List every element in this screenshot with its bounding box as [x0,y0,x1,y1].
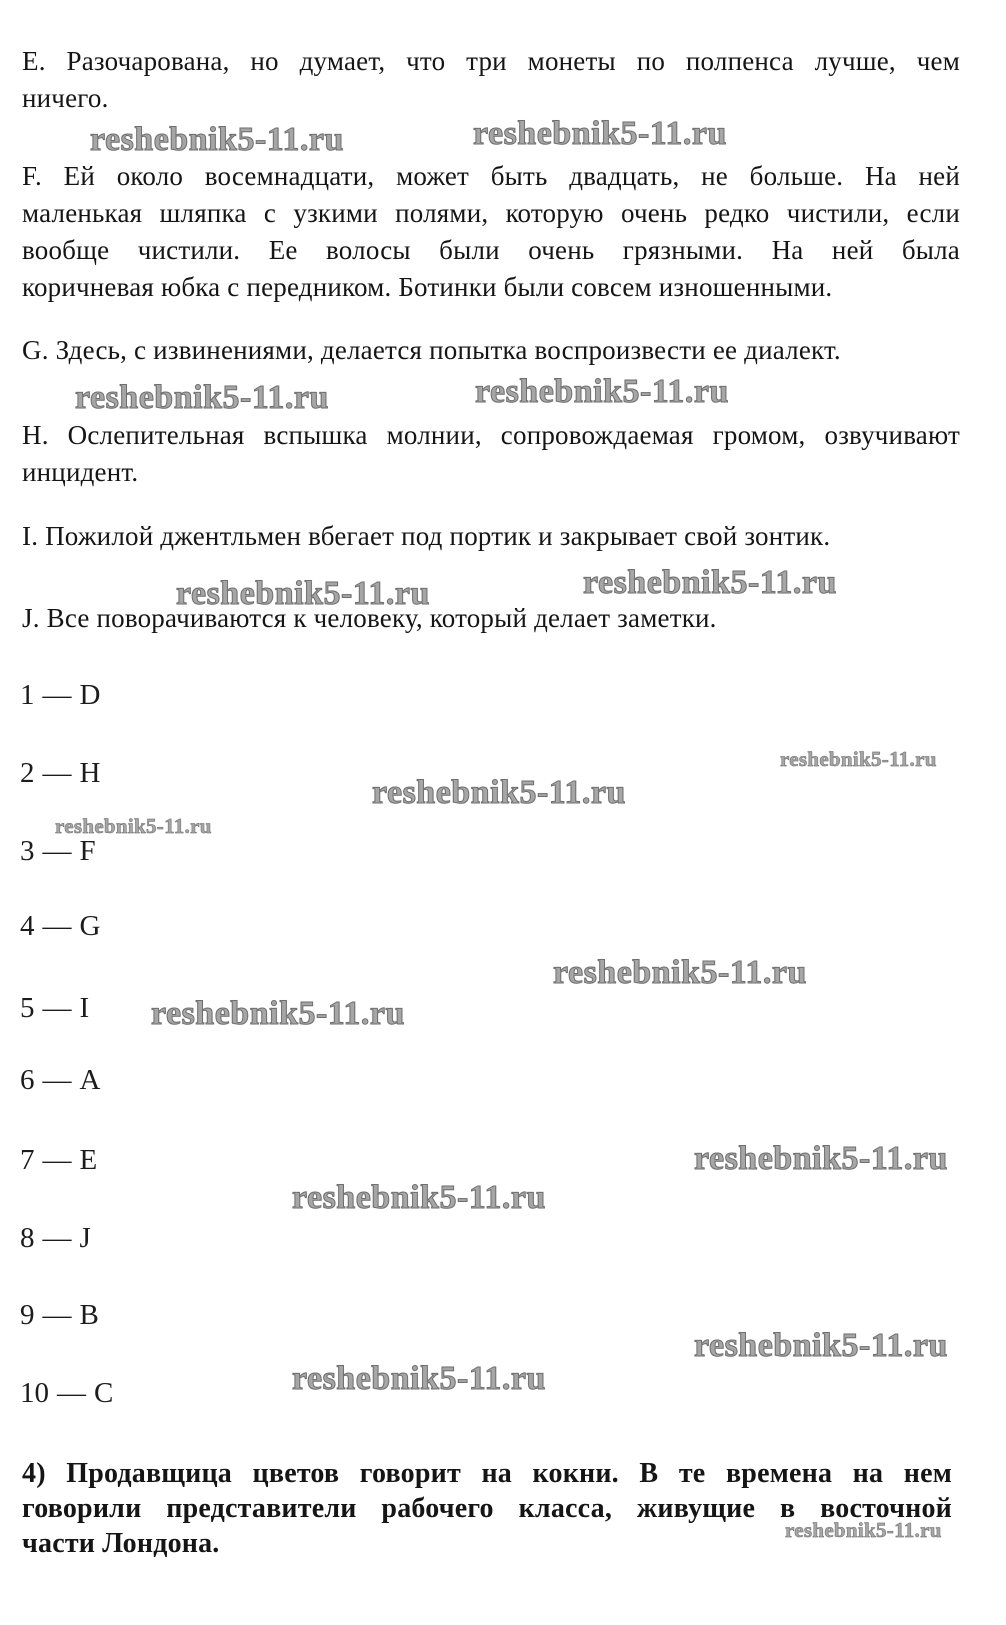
paragraph-g [22,332,960,369]
answer-separator: — [42,679,72,711]
answer-number: 7 [20,1144,35,1176]
answer-separator: — [42,1144,72,1176]
answer-separator: — [42,910,72,942]
answer-row [20,1066,100,1095]
answer-row [20,1224,91,1253]
watermark: reshebnik5-11.ru [55,814,212,838]
answer-number: 8 [20,1222,35,1254]
answer-row [20,1379,113,1408]
watermark: reshebnik5-11.ru [780,747,937,771]
answer-row [20,994,89,1023]
answer-separator: — [42,835,72,867]
watermark: reshebnik5-11.ru [292,1179,546,1216]
watermark: reshebnik5-11.ru [583,564,837,601]
paragraph-g-line: G. Здесь, с извинениями, делается попытка воспроизвести ее диалект. [22,335,841,365]
answer-number: 6 [20,1064,35,1096]
answer-letter: F [79,835,96,867]
watermark: reshebnik5-11.ru [694,1327,948,1364]
answer-separator: — [42,1299,72,1331]
answer-number: 5 [20,992,35,1024]
answer-separator: — [57,1377,86,1409]
paragraph-f-line: маленькая шляпка с узкими полями, которую очень редко чистили, если [22,198,960,228]
paragraph-e [22,43,960,117]
answer-number: 4 [20,910,35,942]
note-4 [22,1456,952,1561]
watermark: reshebnik5-11.ru [473,115,727,152]
note-4-line: 4) Продавщица цветов говорит на кокни. В те времена на нем [22,1458,952,1489]
watermark: reshebnik5-11.ru [694,1140,948,1177]
note-4-line: говорили представители рабочего класса, живущие в восточной [22,1493,952,1524]
answer-letter: B [79,1299,99,1331]
watermark: reshebnik5-11.ru [475,373,729,410]
answer-letter: J [79,1222,91,1254]
watermark: reshebnik5-11.ru [176,575,430,612]
paragraph-f-line: коричневая юбка с передником. Ботинки были совсем изношенными. [22,272,833,302]
watermark: reshebnik5-11.ru [151,995,405,1032]
paragraph-j [22,600,960,637]
answer-separator: — [42,1064,72,1096]
answer-letter: C [94,1377,114,1409]
answer-row [20,912,100,941]
paragraph-f-line: вообще чистили. Ее волосы были очень грязными. На ней была [22,235,960,265]
paragraph-h-line: Н. Ослепительная вспышка молнии, сопровождаемая громом, озвучивают [22,420,960,450]
answer-separator: — [42,992,72,1024]
paragraph-h [22,417,960,491]
answer-number: 1 [20,679,35,711]
watermark: reshebnik5-11.ru [292,1360,546,1397]
paragraph-f [22,158,960,306]
answer-number: 2 [20,757,35,789]
watermark: reshebnik5-11.ru [553,954,807,991]
watermark: reshebnik5-11.ru [75,379,329,416]
answer-row [20,681,100,710]
answer-number: 10 [20,1377,49,1409]
answer-number: 9 [20,1299,35,1331]
answer-separator: — [42,1222,72,1254]
paragraph-e-line: Е. Разочарована, но думает, что три монеты по полпенса лучше, чем [22,46,960,76]
answer-letter: A [79,1064,101,1096]
answer-row [20,1146,97,1175]
paragraph-h-line: инцидент. [22,457,139,487]
watermark: reshebnik5-11.ru [90,121,344,158]
answer-row [20,837,96,866]
watermark: reshebnik5-11.ru [785,1518,942,1542]
paragraph-j-line: J. Все поворачиваются к человеку, который делает заметки. [22,603,717,633]
answer-letter: I [79,992,90,1024]
answer-row [20,759,100,788]
paragraph-f-line: F. Ей около восемнадцати, может быть двадцать, не больше. На ней [22,161,960,191]
note-4-line: части Лондона. [22,1528,220,1559]
answer-separator: — [42,757,72,789]
answer-row [20,1301,99,1330]
answer-number: 3 [20,835,35,867]
watermark: reshebnik5-11.ru [372,774,626,811]
paragraph-i-line: I. Пожилой джентльмен вбегает под портик и закрывает свой зонтик. [22,521,831,551]
answer-letter: E [79,1144,98,1176]
answer-letter: H [79,757,101,789]
paragraph-i [22,518,960,555]
paragraph-e-line: ничего. [22,83,109,113]
answer-letter: G [79,910,101,942]
answer-letter: D [79,679,101,711]
